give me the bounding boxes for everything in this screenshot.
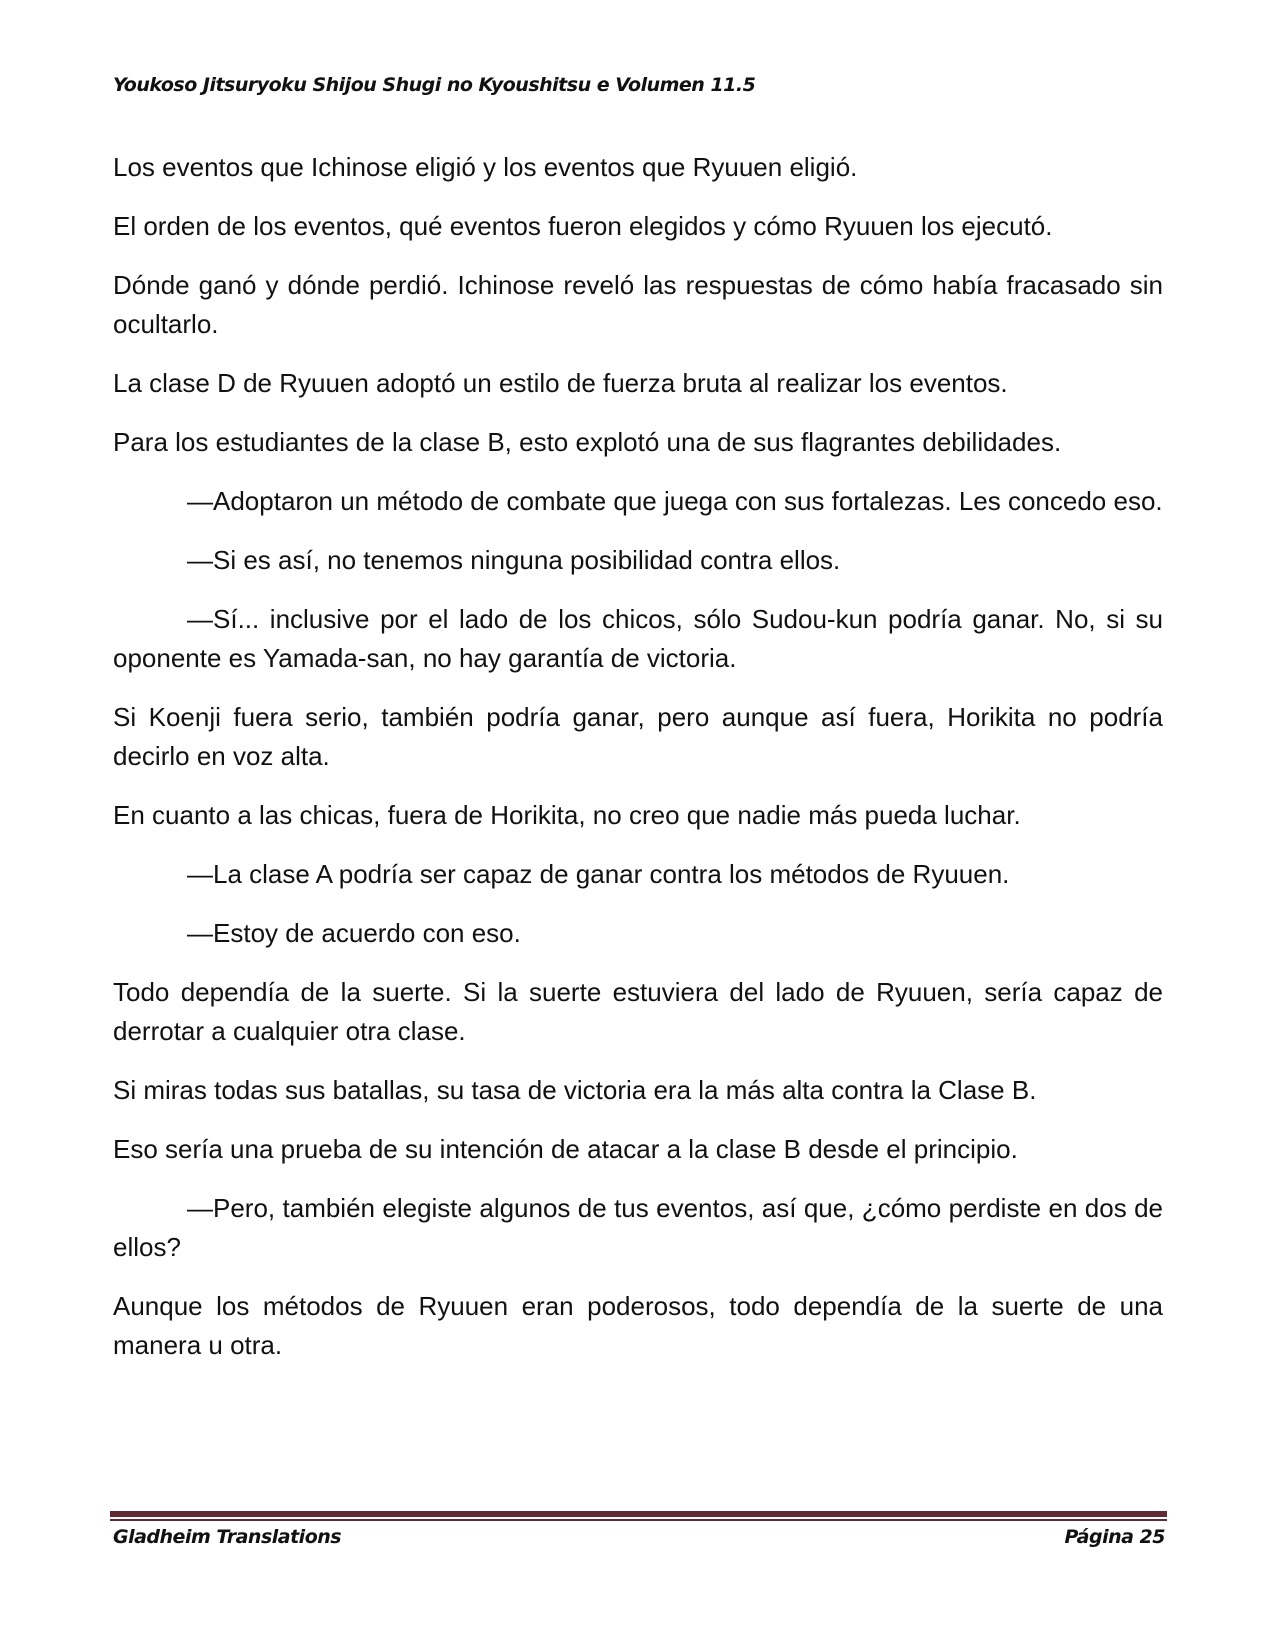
paragraph: Todo dependía de la suerte. Si la suerte estuviera del lado de Ryuuen, sería capaz de derrotar a cualquier otra clase. xyxy=(113,977,1163,1046)
dialogue-paragraph: —Si es así, no tenemos ninguna posibilidad contra ellos. xyxy=(187,545,841,575)
footer-page-number: Página 25 xyxy=(1064,1526,1165,1548)
paragraph: Si Koenji fuera serio, también podría ganar, pero aunque así fuera, Horikita no podría decirlo en voz alta. xyxy=(113,702,1163,771)
paragraph: Aunque los métodos de Ryuuen eran poderosos, todo dependía de la suerte de una manera u otra. xyxy=(113,1291,1163,1360)
document-body xyxy=(113,148,1163,1385)
page-header-title: Youkoso Jitsuryoku Shijou Shugi no Kyoushitsu e Volumen 11.5 xyxy=(113,74,756,96)
dialogue-paragraph: —La clase A podría ser capaz de ganar contra los métodos de Ryuuen. xyxy=(187,859,1010,889)
dialogue-paragraph: —Estoy de acuerdo con eso. xyxy=(187,918,521,948)
paragraph: La clase D de Ryuuen adoptó un estilo de fuerza bruta al realizar los eventos. xyxy=(113,368,1008,398)
dialogue-paragraph: —Sí... inclusive por el lado de los chicos, sólo Sudou-kun podría ganar. No, si su oponente es Yamada-san, no hay garantía de victoria. xyxy=(113,604,1163,673)
footer-translator: Gladheim Translations xyxy=(113,1526,342,1548)
paragraph: El orden de los eventos, qué eventos fueron elegidos y cómo Ryuuen los ejecutó. xyxy=(113,211,1053,241)
footer-rule-thin xyxy=(110,1519,1167,1521)
paragraph: En cuanto a las chicas, fuera de Horikita, no creo que nadie más pueda luchar. xyxy=(113,800,1021,830)
footer-rule xyxy=(110,1511,1167,1517)
paragraph: Los eventos que Ichinose eligió y los eventos que Ryuuen eligió. xyxy=(113,152,858,182)
dialogue-paragraph: —Pero, también elegiste algunos de tus eventos, así que, ¿cómo perdiste en dos de ellos? xyxy=(113,1193,1163,1262)
paragraph: Dónde ganó y dónde perdió. Ichinose reveló las respuestas de cómo había fracasado sin ocultarlo. xyxy=(113,270,1163,339)
dialogue-paragraph: —Adoptaron un método de combate que juega con sus fortalezas. Les concedo eso. xyxy=(187,486,1163,516)
paragraph: Eso sería una prueba de su intención de atacar a la clase B desde el principio. xyxy=(113,1134,1018,1164)
paragraph: Si miras todas sus batallas, su tasa de victoria era la más alta contra la Clase B. xyxy=(113,1075,1037,1105)
paragraph: Para los estudiantes de la clase B, esto explotó una de sus flagrantes debilidades. xyxy=(113,427,1062,457)
